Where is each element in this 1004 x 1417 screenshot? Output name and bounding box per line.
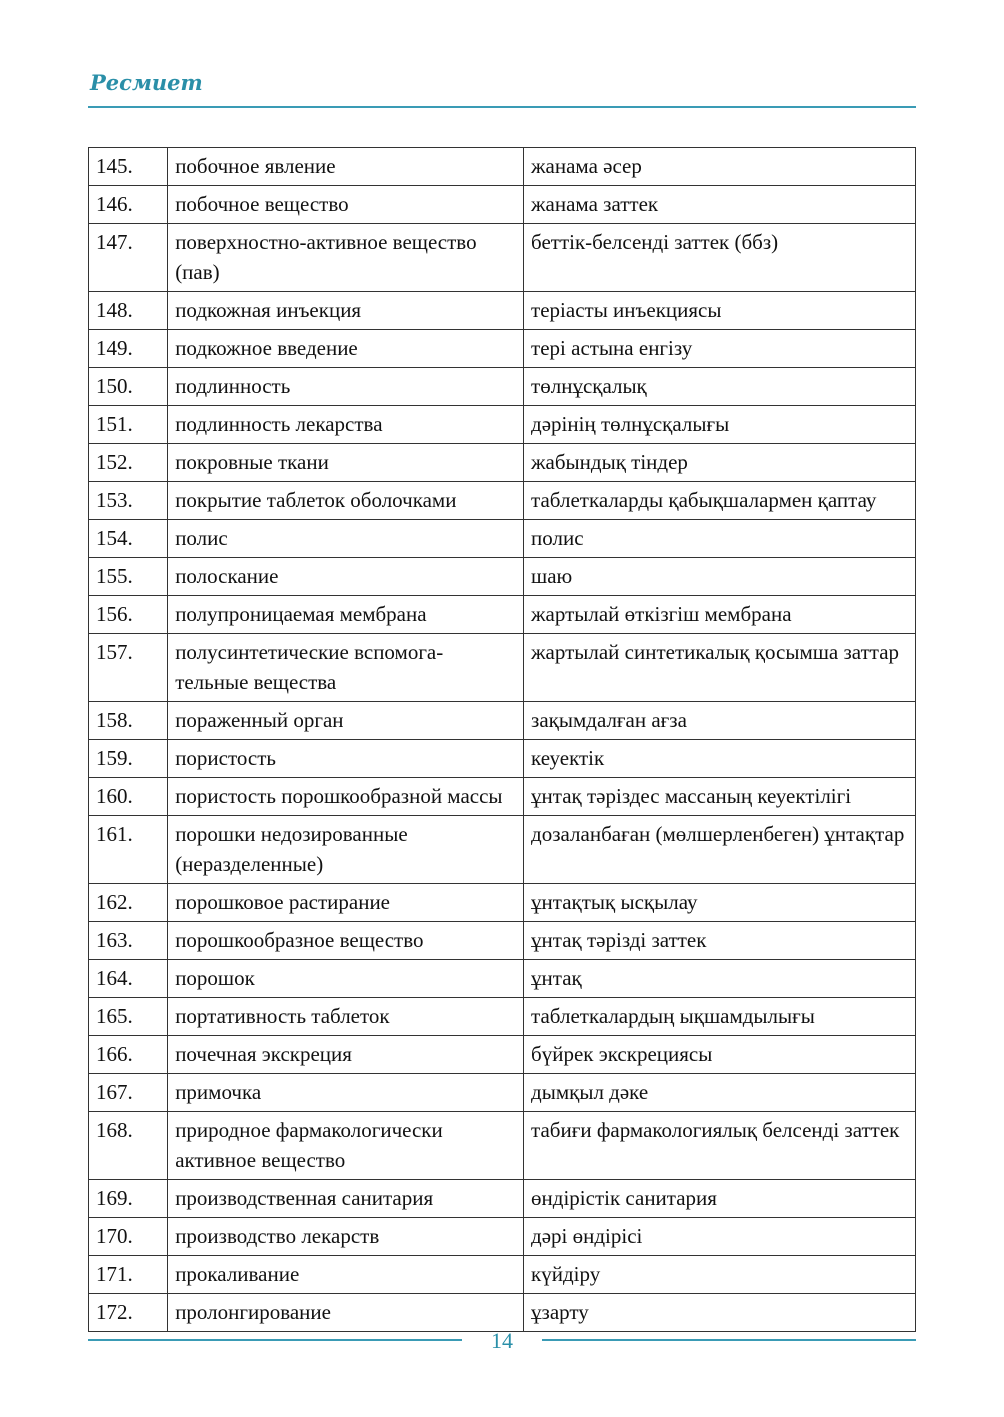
kazakh-term-cell: беттік-белсенді заттек (ббз) — [524, 224, 916, 292]
table-row — [89, 558, 916, 596]
kazakh-term-cell: ұзарту — [524, 1294, 916, 1332]
kazakh-term-cell: дозаланбаған (мөлшерленбеген) ұнтақтар — [524, 816, 916, 884]
term-number-cell: 155. — [89, 558, 168, 596]
russian-term-cell: природное фармакологически активное вещество — [168, 1112, 524, 1180]
table-row — [89, 702, 916, 740]
table-row — [89, 520, 916, 558]
russian-term-cell: пористость порошкообразной массы — [168, 778, 524, 816]
kazakh-term-cell: өндірістік санитария — [524, 1180, 916, 1218]
kazakh-term-cell: теріасты инъекциясы — [524, 292, 916, 330]
kazakh-term-cell: кеуектік — [524, 740, 916, 778]
kazakh-term-cell: дәрінің төлнұсқалығы — [524, 406, 916, 444]
term-number-cell: 159. — [89, 740, 168, 778]
table-row — [89, 368, 916, 406]
russian-term-cell: подлинность — [168, 368, 524, 406]
term-number-cell: 164. — [89, 960, 168, 998]
term-number-cell: 170. — [89, 1218, 168, 1256]
term-number-cell: 158. — [89, 702, 168, 740]
kazakh-term-cell: ұнтақтық ысқылау — [524, 884, 916, 922]
table-row — [89, 778, 916, 816]
russian-term-cell: полис — [168, 520, 524, 558]
term-number-cell: 156. — [89, 596, 168, 634]
term-number-cell: 160. — [89, 778, 168, 816]
table-row — [89, 444, 916, 482]
russian-term-cell: порошки недозированные (неразделенные) — [168, 816, 524, 884]
footer-divider-left — [88, 1339, 462, 1341]
table-row — [89, 1218, 916, 1256]
term-number-cell: 172. — [89, 1294, 168, 1332]
table-row — [89, 292, 916, 330]
table-row — [89, 406, 916, 444]
kazakh-term-cell: таблеткаларды қабықшалармен қаптау — [524, 482, 916, 520]
kazakh-term-cell: күйдіру — [524, 1256, 916, 1294]
russian-term-cell: порошковое растирание — [168, 884, 524, 922]
header-divider — [88, 106, 916, 108]
russian-term-cell: пораженный орган — [168, 702, 524, 740]
table-row — [89, 816, 916, 884]
table-row — [89, 1074, 916, 1112]
table-row — [89, 148, 916, 186]
term-number-cell: 166. — [89, 1036, 168, 1074]
term-number-cell: 152. — [89, 444, 168, 482]
russian-term-cell: пористость — [168, 740, 524, 778]
russian-term-cell: покрытие таблеток оболочками — [168, 482, 524, 520]
table-row — [89, 1294, 916, 1332]
russian-term-cell: примочка — [168, 1074, 524, 1112]
page-number: 14 — [491, 1328, 513, 1353]
russian-term-cell: пролонгирование — [168, 1294, 524, 1332]
table-row — [89, 1036, 916, 1074]
kazakh-term-cell: ұнтақ — [524, 960, 916, 998]
russian-term-cell: побочное вещество — [168, 186, 524, 224]
russian-term-cell: полупроницаемая мембрана — [168, 596, 524, 634]
russian-term-cell: побочное явление — [168, 148, 524, 186]
table-row — [89, 960, 916, 998]
term-number-cell: 146. — [89, 186, 168, 224]
russian-term-cell: полоскание — [168, 558, 524, 596]
term-number-cell: 151. — [89, 406, 168, 444]
term-number-cell: 169. — [89, 1180, 168, 1218]
table-row — [89, 1256, 916, 1294]
term-number-cell: 162. — [89, 884, 168, 922]
table-row — [89, 998, 916, 1036]
running-header-title: Ресмиет — [90, 70, 203, 95]
russian-term-cell: прокаливание — [168, 1256, 524, 1294]
russian-term-cell: покровные ткани — [168, 444, 524, 482]
term-number-cell: 150. — [89, 368, 168, 406]
kazakh-term-cell: дәрі өндірісі — [524, 1218, 916, 1256]
table-row — [89, 482, 916, 520]
kazakh-term-cell: жабындық тіндер — [524, 444, 916, 482]
russian-term-cell: подкожное введение — [168, 330, 524, 368]
kazakh-term-cell: тері астына енгізу — [524, 330, 916, 368]
table-row — [89, 634, 916, 702]
term-number-cell: 165. — [89, 998, 168, 1036]
kazakh-term-cell: зақымдалған ағза — [524, 702, 916, 740]
table-row — [89, 884, 916, 922]
table-row — [89, 330, 916, 368]
kazakh-term-cell: шаю — [524, 558, 916, 596]
glossary-table — [88, 147, 916, 1332]
russian-term-cell: почечная экскреция — [168, 1036, 524, 1074]
kazakh-term-cell: дымқыл дәке — [524, 1074, 916, 1112]
term-number-cell: 145. — [89, 148, 168, 186]
term-number-cell: 147. — [89, 224, 168, 292]
kazakh-term-cell: жанама әсер — [524, 148, 916, 186]
table-row — [89, 596, 916, 634]
kazakh-term-cell: ұнтақ тәрізді заттек — [524, 922, 916, 960]
term-number-cell: 149. — [89, 330, 168, 368]
kazakh-term-cell: ұнтақ тәріздес массаның кеуектілігі — [524, 778, 916, 816]
russian-term-cell: поверхностно-активное вещество (пав) — [168, 224, 524, 292]
term-number-cell: 161. — [89, 816, 168, 884]
kazakh-term-cell: таблеткалардың ықшамдылығы — [524, 998, 916, 1036]
kazakh-term-cell: полис — [524, 520, 916, 558]
russian-term-cell: производственная санитария — [168, 1180, 524, 1218]
russian-term-cell: порошок — [168, 960, 524, 998]
russian-term-cell: производство лекарств — [168, 1218, 524, 1256]
term-number-cell: 148. — [89, 292, 168, 330]
kazakh-term-cell: жанама заттек — [524, 186, 916, 224]
glossary-table-body — [89, 148, 916, 1332]
russian-term-cell: полусинтетические вспомога-тельные вещества — [168, 634, 524, 702]
term-number-cell: 171. — [89, 1256, 168, 1294]
kazakh-term-cell: табиғи фармакологиялық белсенді заттек — [524, 1112, 916, 1180]
table-row — [89, 224, 916, 292]
russian-term-cell: подкожная инъекция — [168, 292, 524, 330]
table-row — [89, 1180, 916, 1218]
table-row — [89, 740, 916, 778]
table-row — [89, 186, 916, 224]
term-number-cell: 163. — [89, 922, 168, 960]
table-row — [89, 1112, 916, 1180]
term-number-cell: 167. — [89, 1074, 168, 1112]
russian-term-cell: порошкообразное вещество — [168, 922, 524, 960]
kazakh-term-cell: жартылай синтетикалық қосымша заттар — [524, 634, 916, 702]
term-number-cell: 154. — [89, 520, 168, 558]
term-number-cell: 153. — [89, 482, 168, 520]
russian-term-cell: подлинность лекарства — [168, 406, 524, 444]
kazakh-term-cell: бүйрек экскрециясы — [524, 1036, 916, 1074]
russian-term-cell: портативность таблеток — [168, 998, 524, 1036]
table-row — [89, 922, 916, 960]
footer-divider-right — [542, 1339, 916, 1341]
kazakh-term-cell: жартылай өткізгіш мембрана — [524, 596, 916, 634]
term-number-cell: 157. — [89, 634, 168, 702]
kazakh-term-cell: төлнұсқалық — [524, 368, 916, 406]
term-number-cell: 168. — [89, 1112, 168, 1180]
